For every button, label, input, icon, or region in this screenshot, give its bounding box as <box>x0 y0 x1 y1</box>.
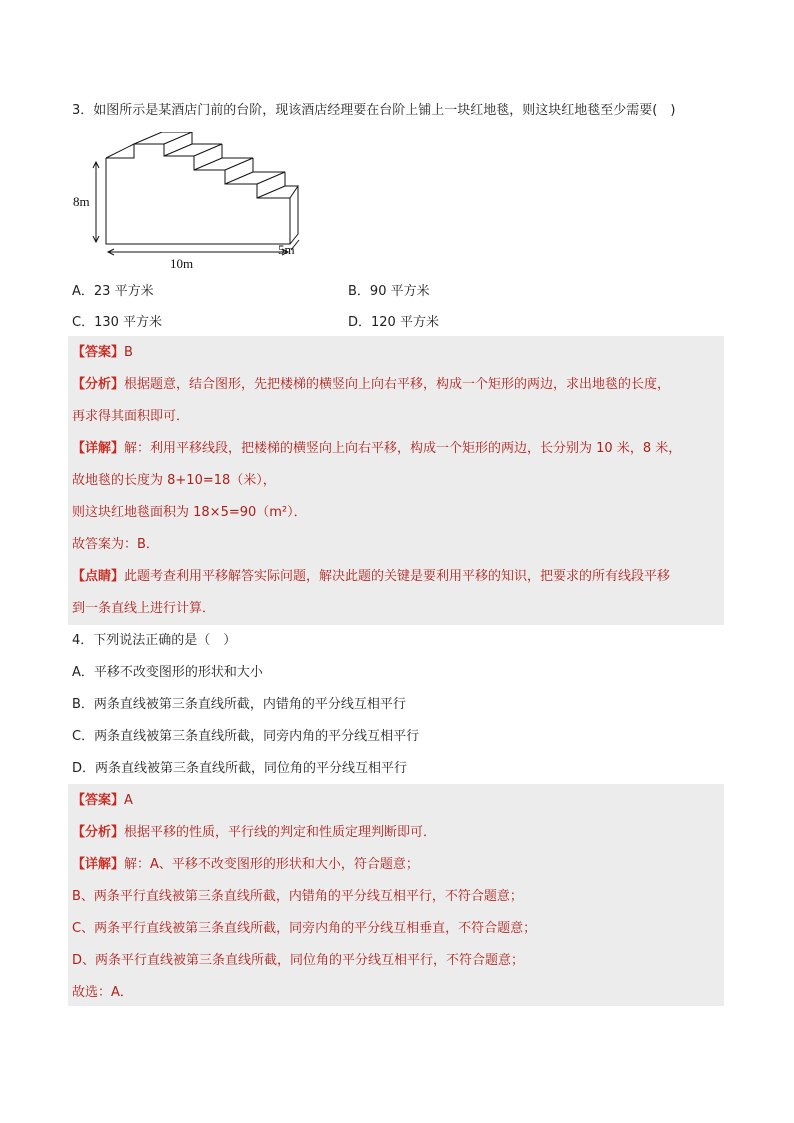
q3-option-a: A．23 平方米 <box>72 284 154 299</box>
detail-tag: 【详解】 <box>72 857 125 872</box>
analysis-text: 根据平移的性质，平行线的判定和性质定理判断即可． <box>124 825 437 840</box>
height-label: 8m <box>73 194 90 209</box>
answer-value: A <box>124 793 133 808</box>
q3-option-b: B．90 平方米 <box>348 284 430 299</box>
q3-comment <box>72 567 670 587</box>
q3-detail <box>72 439 681 459</box>
q4-option-c: C．两条直线被第三条直线所截，同旁内角的平分线互相平行 <box>72 729 420 744</box>
q3-question: 3．如图所示是某酒店门前的台阶，现该酒店经理要在台阶上铺上一块红地毯，则这块红地毯至少需要( ) <box>72 103 676 118</box>
comment-tag: 【点睛】 <box>72 569 125 584</box>
q4-analysis <box>72 823 436 843</box>
q4-detail <box>72 855 419 875</box>
analysis-text: 根据题意，结合图形，先把楼梯的横竖向上向右平移，构成一个矩形的两边，求出地毯的长度， <box>124 377 671 392</box>
q3-answer <box>72 343 133 363</box>
answer-value: B <box>124 345 133 360</box>
q3-detail-2: 故地毯的长度为 8+10=18（米）， <box>72 473 276 488</box>
q3-analysis-cont: 再求得其面积即可． <box>72 409 190 424</box>
q3-comment-cont: 到一条直线上进行计算． <box>72 601 216 616</box>
q4-answer <box>72 791 133 811</box>
detail-text: 解：利用平移线段，把楼梯的横竖向上向右平移，构成一个矩形的两边，长分别为 10 米，8 米， <box>124 441 682 456</box>
q4-detail-5: 故选：A． <box>72 985 133 1000</box>
staircase-figure <box>70 132 306 272</box>
q3-option-d: D．120 平方米 <box>348 315 439 330</box>
q4-detail-2: B、两条平行直线被第三条直线所截，内错角的平分线互相平行，不符合题意； <box>72 889 523 904</box>
q4-option-b: B．两条直线被第三条直线所截，内错角的平分线互相平行 <box>72 697 406 712</box>
q3-detail-3: 则这块红地毯面积为 18×5=90（m²）． <box>72 505 307 520</box>
q4-option-a: A．平移不改变图形的形状和大小 <box>72 665 263 680</box>
answer-tag: 【答案】 <box>72 793 125 808</box>
q3-option-c: C．130 平方米 <box>72 315 163 330</box>
q4-detail-3: C、两条平行直线被第三条直线所截，同旁内角的平分线互相垂直，不符合题意； <box>72 921 537 936</box>
q4-option-d: D．两条直线被第三条直线所截，同位角的平分线互相平行 <box>72 761 408 776</box>
analysis-tag: 【分析】 <box>72 377 125 392</box>
width-label: 5m <box>278 242 295 257</box>
detail-text: 解：A、平移不改变图形的形状和大小，符合题意； <box>124 857 419 872</box>
q3-analysis <box>72 375 670 395</box>
answer-tag: 【答案】 <box>72 345 125 360</box>
analysis-tag: 【分析】 <box>72 825 125 840</box>
q4-question: 4．下列说法正确的是（ ） <box>72 633 237 648</box>
comment-text: 此题考查利用平移解答实际问题，解决此题的关键是要利用平移的知识，把要求的所有线段平移 <box>124 569 671 584</box>
q4-detail-4: D、两条平行直线被第三条直线所截，同位角的平分线互相平行，不符合题意； <box>72 953 525 968</box>
q3-detail-4: 故答案为：B． <box>72 537 159 552</box>
detail-tag: 【详解】 <box>72 441 125 456</box>
length-label: 10m <box>170 256 194 271</box>
